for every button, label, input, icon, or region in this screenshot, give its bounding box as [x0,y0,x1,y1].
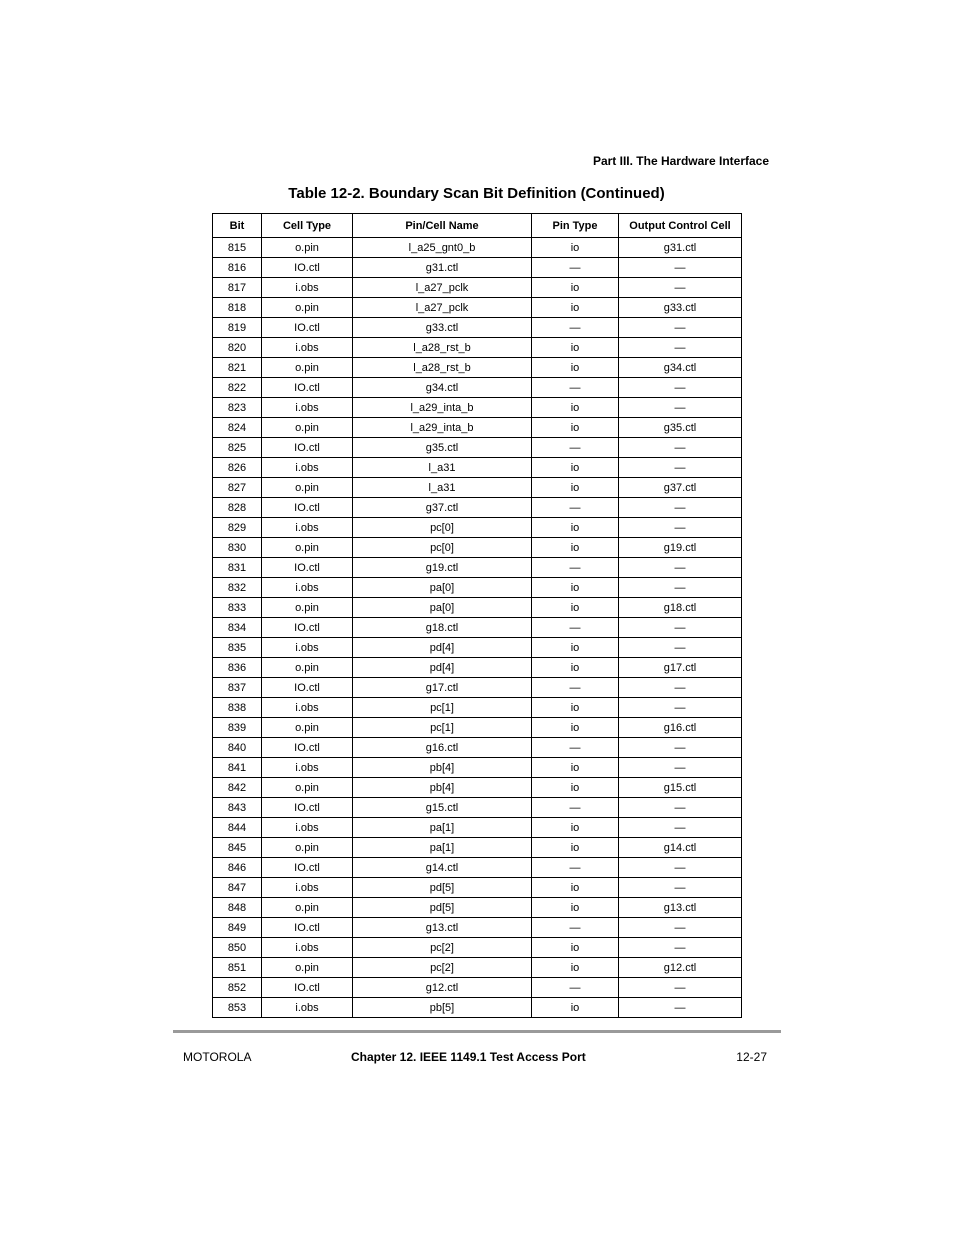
cell-type-cell: i.obs [262,458,353,478]
pin-cell-name-cell: g14.ctl [353,858,532,878]
pin-type-cell: io [532,478,619,498]
pin-cell-name-cell: g18.ctl [353,618,532,638]
pin-type-cell: io [532,358,619,378]
bit-cell: 821 [213,358,262,378]
cell-type-cell: o.pin [262,298,353,318]
bit-cell: 848 [213,898,262,918]
pin-cell-name-cell: g15.ctl [353,798,532,818]
output-control-cell: — [619,258,742,278]
pin-type-cell: io [532,598,619,618]
bit-cell: 818 [213,298,262,318]
footer-chapter: Chapter 12. IEEE 1149.1 Test Access Port [351,1050,586,1064]
cell-type-cell: i.obs [262,878,353,898]
table-row [213,718,742,738]
bit-cell: 844 [213,818,262,838]
pin-cell-name-cell: pb[4] [353,758,532,778]
pin-cell-name-cell: l_a28_rst_b [353,338,532,358]
pin-type-cell: — [532,558,619,578]
output-control-cell: — [619,938,742,958]
output-control-cell: — [619,638,742,658]
header-row [213,214,742,238]
pin-cell-name-cell: l_a31 [353,478,532,498]
table-row [213,798,742,818]
output-control-cell: — [619,798,742,818]
cell-type-cell: o.pin [262,418,353,438]
pin-cell-name-cell: pd[4] [353,658,532,678]
pin-cell-name-cell: l_a27_pclk [353,278,532,298]
table-row [213,678,742,698]
bit-cell: 817 [213,278,262,298]
pin-cell-name-cell: g34.ctl [353,378,532,398]
pin-type-cell: — [532,978,619,998]
column-header-pin-cell-name: Pin/Cell Name [353,214,532,238]
output-control-cell: — [619,978,742,998]
footer-page-number: 12-27 [736,1050,767,1064]
pin-type-cell: io [532,338,619,358]
output-control-cell: g17.ctl [619,658,742,678]
pin-type-cell: io [532,698,619,718]
pin-type-cell: — [532,258,619,278]
table-row [213,758,742,778]
pin-type-cell: — [532,798,619,818]
bit-cell: 827 [213,478,262,498]
output-control-cell: — [619,438,742,458]
pin-cell-name-cell: l_a27_pclk [353,298,532,318]
table-row [213,478,742,498]
pin-cell-name-cell: l_a31 [353,458,532,478]
pin-cell-name-cell: g12.ctl [353,978,532,998]
pin-cell-name-cell: pc[1] [353,698,532,718]
cell-type-cell: o.pin [262,358,353,378]
bit-cell: 842 [213,778,262,798]
table-row [213,438,742,458]
pin-type-cell: io [532,278,619,298]
bit-cell: 853 [213,998,262,1018]
output-control-cell: — [619,678,742,698]
output-control-cell: — [619,998,742,1018]
bit-cell: 845 [213,838,262,858]
bit-cell: 829 [213,518,262,538]
cell-type-cell: IO.ctl [262,978,353,998]
cell-type-cell: o.pin [262,478,353,498]
cell-type-cell: o.pin [262,718,353,738]
table-row [213,418,742,438]
bit-cell: 832 [213,578,262,598]
pin-type-cell: io [532,578,619,598]
output-control-cell: — [619,498,742,518]
bit-cell: 815 [213,238,262,258]
pin-type-cell: io [532,718,619,738]
table-row [213,338,742,358]
output-control-cell: g12.ctl [619,958,742,978]
pin-cell-name-cell: pd[5] [353,898,532,918]
pin-type-cell: — [532,498,619,518]
table-row [213,518,742,538]
pin-type-cell: io [532,898,619,918]
pin-cell-name-cell: pa[1] [353,818,532,838]
bit-cell: 822 [213,378,262,398]
pin-type-cell: io [532,538,619,558]
pin-type-cell: io [532,298,619,318]
pin-type-cell: — [532,438,619,458]
cell-type-cell: IO.ctl [262,498,353,518]
output-control-cell: g14.ctl [619,838,742,858]
cell-type-cell: i.obs [262,518,353,538]
cell-type-cell: i.obs [262,398,353,418]
bit-cell: 850 [213,938,262,958]
cell-type-cell: IO.ctl [262,858,353,878]
pin-type-cell: — [532,858,619,878]
table-row [213,898,742,918]
pin-type-cell: io [532,938,619,958]
cell-type-cell: o.pin [262,658,353,678]
table-header [213,214,742,238]
bit-cell: 843 [213,798,262,818]
pin-type-cell: — [532,618,619,638]
pin-type-cell: io [532,398,619,418]
cell-type-cell: IO.ctl [262,378,353,398]
cell-type-cell: i.obs [262,278,353,298]
bit-cell: 841 [213,758,262,778]
pin-type-cell: — [532,918,619,938]
cell-type-cell: i.obs [262,638,353,658]
bit-cell: 823 [213,398,262,418]
cell-type-cell: IO.ctl [262,738,353,758]
output-control-cell: — [619,398,742,418]
table-row [213,778,742,798]
bit-cell: 824 [213,418,262,438]
pin-cell-name-cell: pc[2] [353,958,532,978]
output-control-cell: g34.ctl [619,358,742,378]
pin-type-cell: io [532,238,619,258]
output-control-cell: — [619,318,742,338]
bit-cell: 830 [213,538,262,558]
cell-type-cell: i.obs [262,338,353,358]
cell-type-cell: o.pin [262,598,353,618]
pin-type-cell: io [532,958,619,978]
bit-cell: 833 [213,598,262,618]
footer-company: MOTOROLA [183,1050,252,1064]
table-row [213,938,742,958]
output-control-cell: — [619,618,742,638]
bit-cell: 836 [213,658,262,678]
table-row [213,958,742,978]
pin-type-cell: io [532,878,619,898]
cell-type-cell: o.pin [262,958,353,978]
table-row [213,258,742,278]
table-row [213,358,742,378]
bit-cell: 852 [213,978,262,998]
output-control-cell: — [619,878,742,898]
bit-cell: 828 [213,498,262,518]
pin-type-cell: io [532,658,619,678]
column-header-output-control-cell: Output Control Cell [619,214,742,238]
pin-cell-name-cell: pc[2] [353,938,532,958]
pin-cell-name-cell: pa[1] [353,838,532,858]
output-control-cell: — [619,818,742,838]
pin-cell-name-cell: g35.ctl [353,438,532,458]
output-control-cell: g31.ctl [619,238,742,258]
bit-cell: 847 [213,878,262,898]
cell-type-cell: IO.ctl [262,318,353,338]
table-row [213,278,742,298]
boundary-scan-table [212,213,742,1018]
pin-cell-name-cell: g13.ctl [353,918,532,938]
output-control-cell: — [619,738,742,758]
table-row [213,978,742,998]
cell-type-cell: IO.ctl [262,618,353,638]
pin-cell-name-cell: g37.ctl [353,498,532,518]
table-row [213,878,742,898]
bit-cell: 825 [213,438,262,458]
output-control-cell: — [619,578,742,598]
bit-cell: 846 [213,858,262,878]
pin-cell-name-cell: g17.ctl [353,678,532,698]
pin-cell-name-cell: pb[4] [353,778,532,798]
table-row [213,618,742,638]
output-control-cell: — [619,338,742,358]
output-control-cell: g13.ctl [619,898,742,918]
cell-type-cell: IO.ctl [262,438,353,458]
output-control-cell: g33.ctl [619,298,742,318]
pin-type-cell: — [532,738,619,758]
cell-type-cell: o.pin [262,898,353,918]
column-header-bit: Bit [213,214,262,238]
cell-type-cell: o.pin [262,238,353,258]
pin-cell-name-cell: g19.ctl [353,558,532,578]
pin-cell-name-cell: pd[5] [353,878,532,898]
pin-cell-name-cell: pc[0] [353,538,532,558]
output-control-cell: — [619,858,742,878]
table-row [213,318,742,338]
pin-cell-name-cell: l_a29_inta_b [353,418,532,438]
pin-type-cell: io [532,818,619,838]
bit-cell: 819 [213,318,262,338]
cell-type-cell: o.pin [262,538,353,558]
table-row [213,578,742,598]
pin-type-cell: — [532,378,619,398]
pin-cell-name-cell: pa[0] [353,598,532,618]
table-row [213,538,742,558]
cell-type-cell: i.obs [262,578,353,598]
pin-type-cell: io [532,518,619,538]
pin-cell-name-cell: l_a28_rst_b [353,358,532,378]
bit-cell: 831 [213,558,262,578]
output-control-cell: g35.ctl [619,418,742,438]
table-row [213,918,742,938]
pin-cell-name-cell: g33.ctl [353,318,532,338]
footer-divider [173,1030,781,1033]
pin-type-cell: io [532,758,619,778]
column-header-pin-type: Pin Type [532,214,619,238]
table-row [213,698,742,718]
cell-type-cell: IO.ctl [262,918,353,938]
pin-cell-name-cell: l_a25_gnt0_b [353,238,532,258]
table-row [213,398,742,418]
output-control-cell: — [619,558,742,578]
pin-cell-name-cell: pb[5] [353,998,532,1018]
bit-cell: 826 [213,458,262,478]
output-control-cell: g15.ctl [619,778,742,798]
part-header: Part III. The Hardware Interface [592,154,769,168]
cell-type-cell: o.pin [262,838,353,858]
pin-type-cell: io [532,778,619,798]
table-row [213,498,742,518]
table-row [213,998,742,1018]
pin-cell-name-cell: pa[0] [353,578,532,598]
cell-type-cell: i.obs [262,998,353,1018]
output-control-cell: g16.ctl [619,718,742,738]
cell-type-cell: i.obs [262,698,353,718]
bit-cell: 840 [213,738,262,758]
bit-cell: 839 [213,718,262,738]
cell-type-cell: i.obs [262,818,353,838]
cell-type-cell: IO.ctl [262,258,353,278]
bit-cell: 851 [213,958,262,978]
bit-cell: 820 [213,338,262,358]
bit-cell: 838 [213,698,262,718]
pin-type-cell: io [532,458,619,478]
table-row [213,598,742,618]
cell-type-cell: i.obs [262,758,353,778]
table-row [213,658,742,678]
cell-type-cell: IO.ctl [262,558,353,578]
pin-cell-name-cell: pd[4] [353,638,532,658]
pin-type-cell: io [532,838,619,858]
pin-cell-name-cell: g31.ctl [353,258,532,278]
pin-type-cell: io [532,638,619,658]
pin-cell-name-cell: l_a29_inta_b [353,398,532,418]
table-row [213,638,742,658]
bit-cell: 816 [213,258,262,278]
output-control-cell: g19.ctl [619,538,742,558]
table-row [213,458,742,478]
cell-type-cell: IO.ctl [262,678,353,698]
table-row [213,738,742,758]
pin-cell-name-cell: pc[0] [353,518,532,538]
cell-type-cell: o.pin [262,778,353,798]
pin-cell-name-cell: g16.ctl [353,738,532,758]
bit-cell: 837 [213,678,262,698]
output-control-cell: — [619,758,742,778]
output-control-cell: — [619,378,742,398]
output-control-cell: g37.ctl [619,478,742,498]
output-control-cell: — [619,278,742,298]
bit-cell: 849 [213,918,262,938]
table-row [213,298,742,318]
table-row [213,378,742,398]
output-control-cell: — [619,918,742,938]
table-title: Table 12-2. Boundary Scan Bit Definition (Continued) [288,185,665,202]
bit-cell: 834 [213,618,262,638]
cell-type-cell: IO.ctl [262,798,353,818]
pin-type-cell: io [532,998,619,1018]
table-body [213,238,742,1018]
output-control-cell: g18.ctl [619,598,742,618]
table-row [213,818,742,838]
pin-type-cell: — [532,318,619,338]
table-row [213,238,742,258]
output-control-cell: — [619,698,742,718]
table-row [213,838,742,858]
column-header-cell-type: Cell Type [262,214,353,238]
pin-cell-name-cell: pc[1] [353,718,532,738]
bit-cell: 835 [213,638,262,658]
table-row [213,858,742,878]
output-control-cell: — [619,518,742,538]
pin-type-cell: — [532,678,619,698]
cell-type-cell: i.obs [262,938,353,958]
table-row [213,558,742,578]
pin-type-cell: io [532,418,619,438]
output-control-cell: — [619,458,742,478]
